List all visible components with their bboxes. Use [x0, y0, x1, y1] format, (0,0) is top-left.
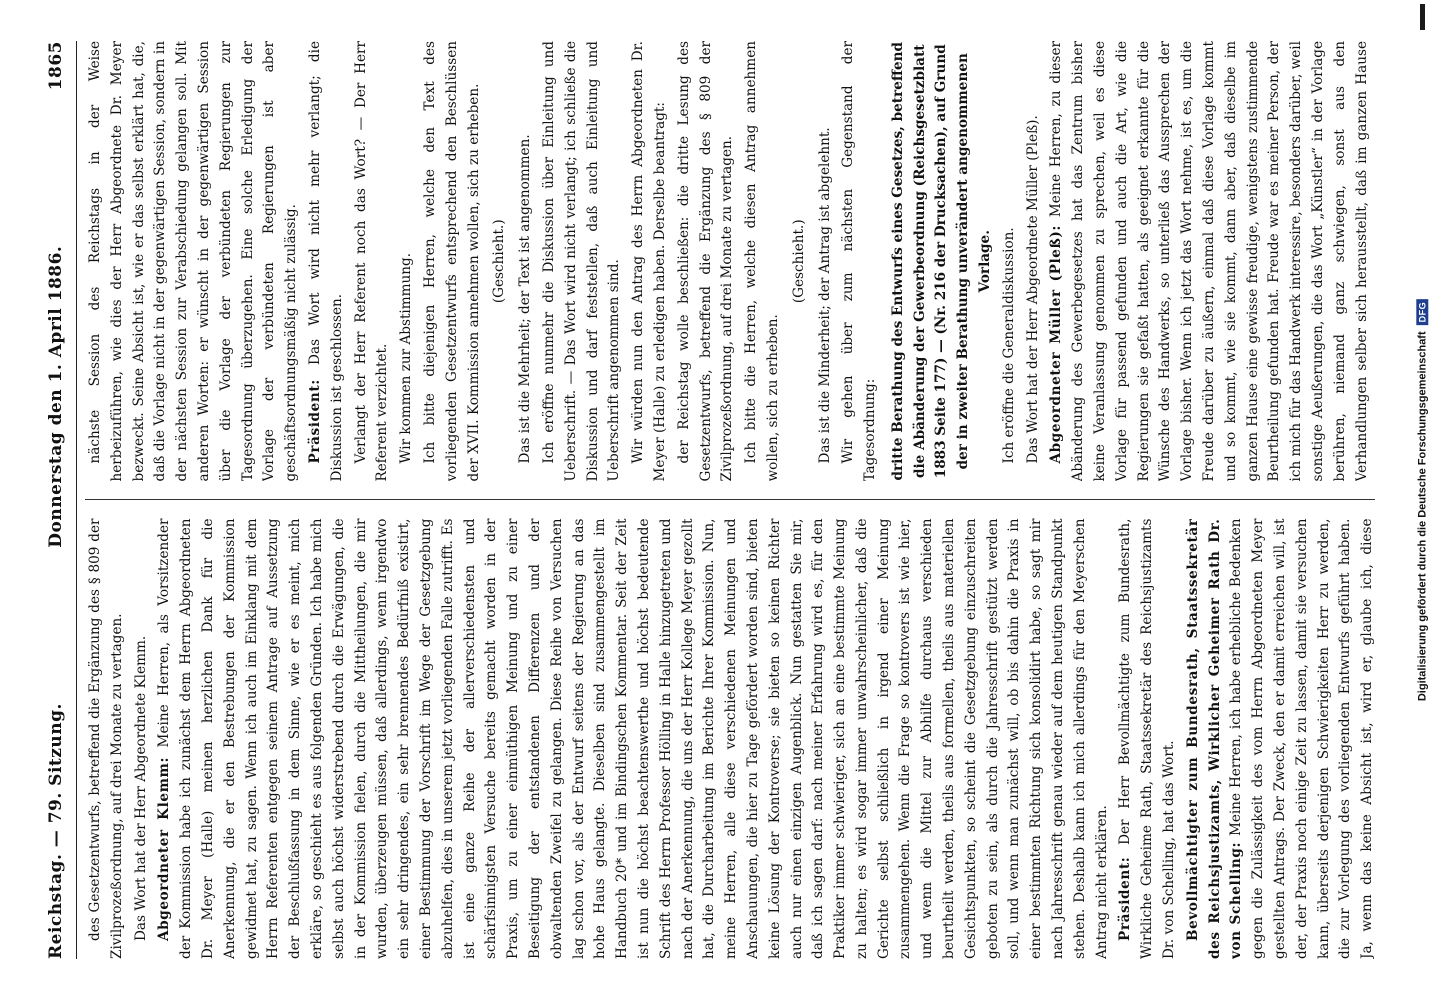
paragraph: Wir kommen zur Abstimmung. [398, 252, 415, 464]
dfg-logo: DFG [1416, 299, 1428, 326]
column-divider [85, 500, 1375, 501]
digitization-credit [1416, 299, 1428, 701]
paragraph [154, 519, 1113, 960]
paragraph: Wir würden nun den Antrag des Herrn Abgeordneten Dr. Meyer (Halle) zu erledigen haben. Derselbe beantragt: [630, 41, 668, 482]
paragraph: Wir gehen über zum nächsten Gegenstand der Tagesordnung: [840, 41, 879, 482]
column-left [85, 519, 1375, 960]
page-header [46, 41, 77, 959]
paragraph: Ich eröffne nunmehr die Diskussion über Einleitung und Ueberschrift. — Das Wort wird nicht verlangt; ich schließe die Diskussion und darf feststellen, daß auch Einleitung und Ueberschrift angenommen sind. [540, 41, 623, 482]
scan-edge-mark [1420, 4, 1425, 30]
speaker-name: Abgeordneter Müller (Pleß): [1048, 217, 1065, 464]
paragraph: des Gesetzentwurfs, betreffend die Ergänzung des § 809 der Zivilprozeßordnung, auf drei Monate zu vertagen. [87, 518, 125, 959]
paragraph: nächste Session des Reichstags in der Weise herbeizuführen, wie dies der Herr Abgeordnete Dr. Meyer bezweckt. Seine Absicht ist, wie er das selbst erklärt hat, die, daß die Vorlage nicht in der gegenwärtigen Session, sondern in der nächsten Session zur Verabschiedung gelangen soll. Mit anderen Worten: er wünscht in der gegenwärtigen Session über die Vorlage der verbündeten Regierungen zur Tagesordnung überzugehen. Eine solche Erledigung der Vorlage der verbündeten Regierungen ist aber geschäftsordnungsmäßig nicht zulässig. [87, 41, 300, 482]
stage-direction: (Geschieht.) [790, 219, 807, 304]
speech-text: Das Wort wird nicht mehr verlangt; die Diskussion ist geschlossen. [306, 41, 345, 482]
header-left: Reichstag. — 79. Sitzung. [46, 703, 66, 959]
paragraph: Ich eröffne die Generaldiskussion. [1000, 227, 1017, 464]
column-right [85, 41, 1375, 482]
paragraph: Ich bitte die Herren, welche diesen Antrag annehmen wollen, sich zu erheben. [743, 41, 781, 482]
text-columns [85, 41, 1375, 959]
paragraph [305, 41, 349, 482]
header-date: Donnerstag den 1. April 1886. [46, 245, 66, 548]
speech-text: Der Herr Bevollmächtigte zum Bundesrath, Wirkliche Geheime Rath, Staatssekretär des Reichsjustizamts Dr. von Schelling, hat das Wort. [1117, 518, 1178, 959]
speaker-name: Präsident: [1117, 844, 1134, 941]
paragraph: Das Wort hat der Herr Abgeordnete Klemm. [132, 635, 149, 941]
paragraph: Das Wort hat der Herr Abgeordnete Müller (Pleß). [1024, 115, 1041, 464]
stage-direction: (Geschieht.) [491, 219, 508, 304]
paragraph [1115, 519, 1180, 960]
agenda-heading: dritte Berathung des Entwurfs eines Gesetzes, betreffend die Abänderung der Gewerbeordnung (Reichsgesetzblatt 1883 Seite 177) — (Nr. 216 der Drucksachen), auf Grund der in zweiter Berathung unverändert angenommenen Vorlage. [889, 41, 994, 481]
speech-text: Meine Herren, ich habe erhebliche Bedenken gegen die Zulässigkeit des vom Herrn Abgeordneten Meyer gestellten Antrags. Der Zweck, den er damit erreichen will, ist der, der Praxis noch einige Zeit zu lassen, damit sie versuchen kann, überseits derjenigen Schwierigkeiten Herr zu werden, die zur Vorlegung des vorliegenden Entwurfs geführt haben. Ja, wenn das keine Absicht ist, wird er, glaube ich, diese [1228, 518, 1375, 959]
paragraph: Ich bitte diejenigen Herren, welche den Text des vorliegenden Gesetzentwurfs entsprechend den Beschlüssen der XVII. Kommission annehmen wollen, sich zu erheben. [421, 41, 482, 482]
speaker-name: Bevollmächtigter zum Bundesrath, Staatssekretär des Reichsjustizamts, Wirklicher Geheimer Rath Dr. von Schelling: [1184, 518, 1245, 959]
paragraph: der Reichstag wolle beschließen: die dritte Lesung des Gesetzentwurfs, betreffend die Ergänzung des § 809 der Zivilprozeßordnung, auf drei Monate zu vertagen. [675, 41, 736, 482]
paragraph: Verlangt der Herr Referent noch das Wort? — Der Herr Referent verzichtet. [352, 41, 391, 482]
speaker-name: Präsident: [306, 364, 323, 464]
paragraph: Das ist die Mehrheit; der Text ist angenommen. [517, 134, 534, 464]
page-number: 1865 [46, 41, 66, 91]
paragraph: Das ist die Minderheit; der Antrag ist abgelehnt. [816, 127, 833, 464]
paragraph [1183, 519, 1375, 960]
rotated-page [26, 15, 1406, 985]
speech-text: Meine Herren, zu dieser Abänderung des Gewerbegesetzes hat das Zentrum bisher keine Veranlassung genommen zu sprechen, weil es diese Vorlage für passend gefunden und auch die Art, wie die Regierungen sie gefaßt hatten, als geeignet erkannte für die Wünsche des Handwerks, so unterließ das Aussprechen der Vorlage bisher. Wenn ich jetzt das Wort nehme, ist es, um die Freude darüber zu äußern, einmal daß diese Vorlage kommt und so kommt, wie sie kommt, dann aber, daß dieselbe im ganzen Hause eine gewisse freudige, wenigstens zustimmende Beurtheilung gefunden hat. Freude war es meiner Person, der ich mich für das Handwerk interessire, besonders darüber, weil sonstige Aeußerungen, die das Wort „Künstler“ in der Vorlage berühren, niemand ganz schwiegen, sonst aus den Verhandlungen selber sich herausstellt, daß im ganzen Hause [1048, 41, 1370, 482]
speaker-name: Abgeordneter Klemm: [156, 747, 173, 941]
speech-text: Meine Herren, als Vorsitzender der Kommission habe ich zunächst dem Herrn Abgeordneten Dr. Meyer (Halle) meinen herzlichen Dank für die Anerkennung, die er den Bestrebungen der Kommission gewidmet hat, zu sagen. Wenn ich auch im Einklang mit dem Herrn Referenten entgegen seinem Antrage auf Aussetzung der Beschlußfassung in dem Sinne, wie er es meint, mich erkläre, so geschieht es aus folgenden Gründen. Ich habe mich selbst auch höchst widerstrebend durch die Erwägungen, die in der Kommission fielen, durch die Mittheilungen, die mir wurden, überzeugen müssen, daß allerdings, wenn irgendwo ein sehr dringendes, ein sehr brennendes Bedürfniß existirt, einer Bestimmung der Vorschrift im Wege der Gesetzgebung abzuhelfen, dies in unserem jetzt vorliegenden Falle zutrifft. Es ist eine ganze Reihe der allerverschiedensten und schärfsinnigsten Versuche bereits gemacht worden in der Praxis, um zu einer einmüthigen Meinung und zu einer Beseitigung der entstandenen Differenzen und der obwaltenden Zweifel zu gelangen. Diese Reihe von Versuchen lag schon vor, als der Entwurf seitens der Regierung an das hohe Haus gelangte. Dieselben sind zusammengestellt im Handbuch 20* und im Bindingschen Kommentar. Seit der Zeit ist nun die höchst beachtenswerthe und höchst bedeutende Schrift des Herrn Professor Hölling in Halle hinzugetreten und nach der Anerkennung, die uns der Herr Kollege Meyer gezollt hat, die Durcharbeitung im Berichte Ihrer Kommission. Nun, meine Herren, alle diese verschiedenen Meinungen und Anschauungen, die hier zu Tage gefördert worden sind, bieten keine Lösung der Kontroverse; sie bieten so keinen Richter auch nur einen einzigen Augenblick. Nun gestatten Sie mir, daß ich sagen darf: nach meiner Erfahrung wird es, für den Praktiker immer schwieriger, sich an eine bestimmte Meinung zu halten; es wird sogar immer unwahrscheinlicher, daß die Gerichte selbst schließlich in irgend einer Meinung zusammengehen. Wenn die Frage so kontrovers ist wie hier, und wenn die Mittel zur Abhilfe durchaus verschieden beurtheilt werden, theils aus formellen, theils aus materiellen Gesichtspunkten, so scheint die Gesetzgebung einzuschreiten geboten zu sein, als durch die Jahresschrift gestützt werden soll, und wenn man zunächst will, ob bis dahin die Praxis in einer bestimmten Richtung sich konsolidirt habe, so sagt mir nach Jahresschrift genau wieder auf dem heutigen Standpunkt stehen. Deshalb kann ich mich allerdings für den Meyerschen Antrag nicht erklären. [156, 518, 1110, 959]
paragraph [1046, 41, 1375, 482]
digitization-credit-text: Digitalisierung gefördert durch die Deutsche Forschungsgemeinschaft [1416, 331, 1428, 702]
